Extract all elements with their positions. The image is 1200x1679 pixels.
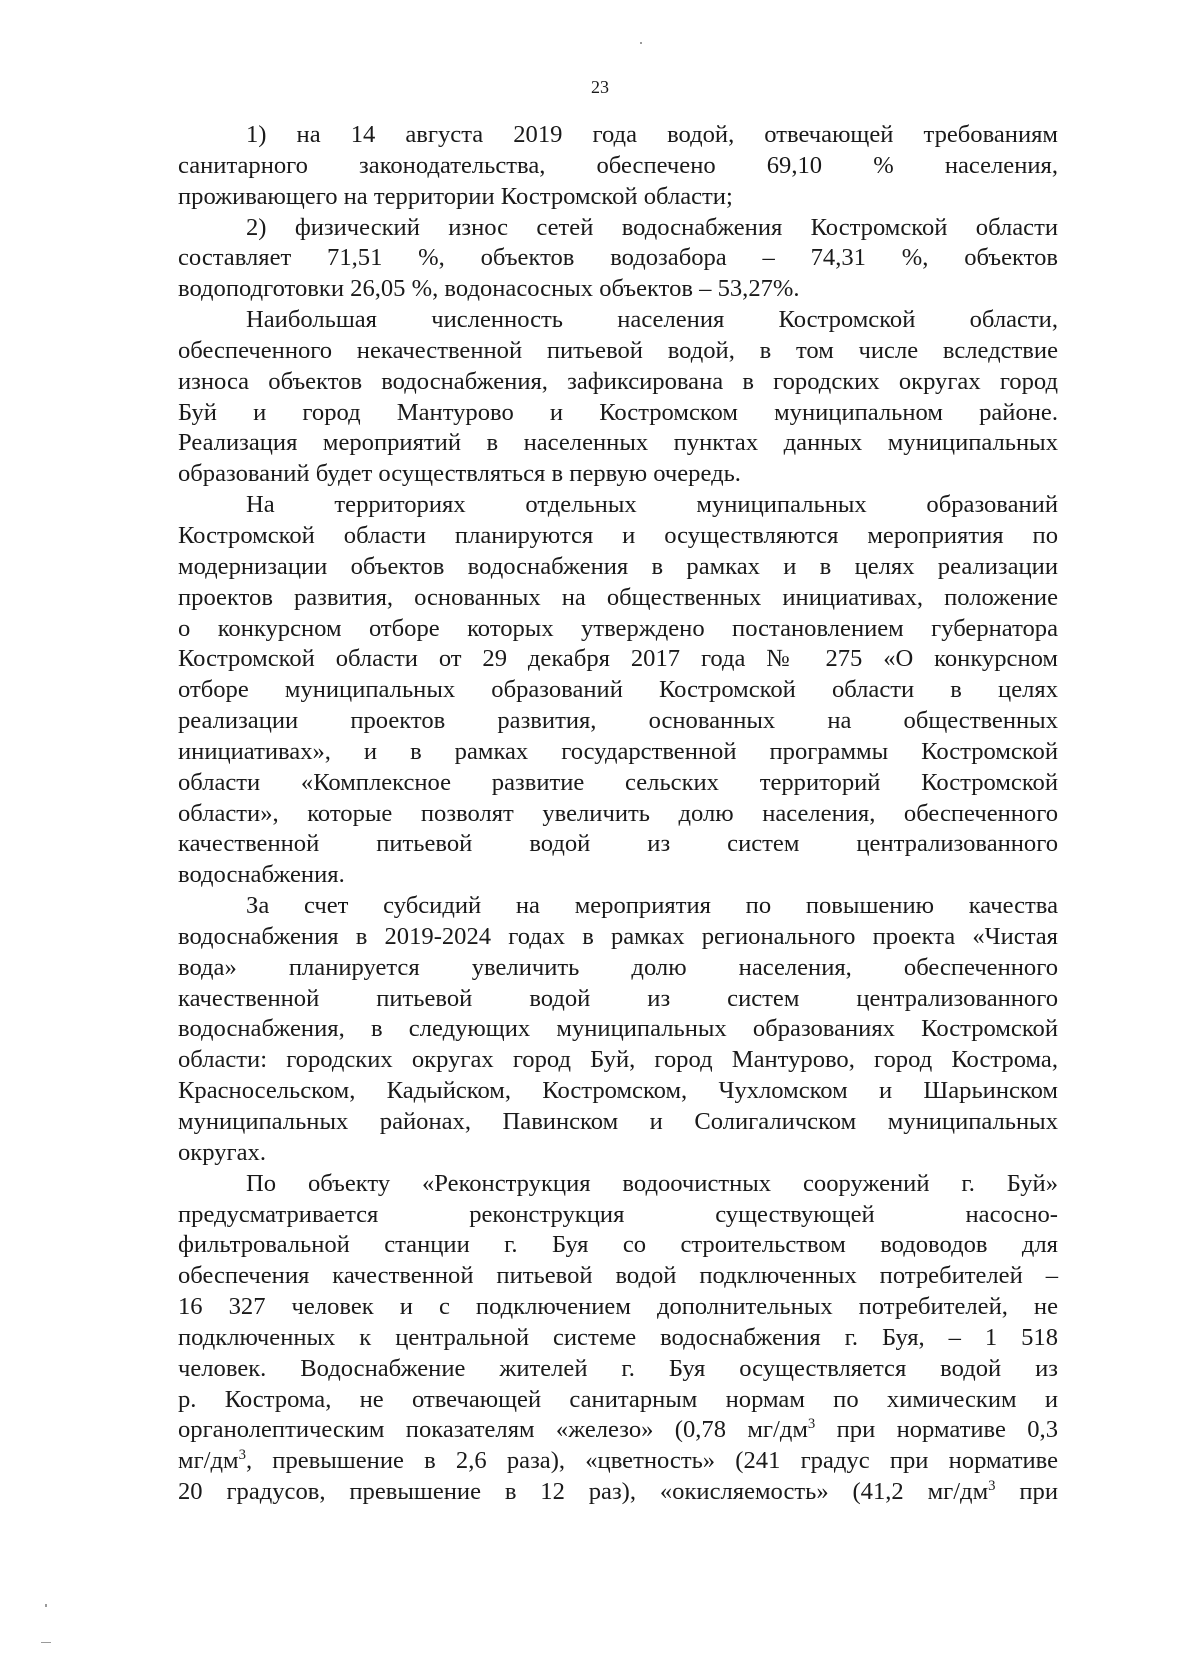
text-line: обеспечения качественной питьевой водой подключенных потребителей –	[178, 1262, 1058, 1290]
paragraph-buy-reconstruction	[178, 1169, 1058, 1508]
text-line: 2) физический износ сетей водоснабжения Костромской области	[246, 213, 1058, 241]
text-line: $мг/дм^3$, превышение в 2,6 раза), «цветность» (241 градус при нормативе	[178, 1447, 1058, 1475]
text-line: санитарного законодательства, обеспечено 69,10 % населения,	[178, 151, 1058, 179]
paragraph-item-2	[178, 213, 1058, 306]
text-line: р. Кострома, не отвечающей санитарным нормам по химическим и	[178, 1385, 1058, 1413]
scan-speck	[45, 1604, 47, 1607]
paragraph-affected-population	[178, 305, 1058, 490]
paragraph-subsidies	[178, 891, 1058, 1169]
text-line: модернизации объектов водоснабжения в рамках и в целях реализации	[178, 552, 1058, 580]
text-line: органолептическим показателям «железо» (0,78 $мг/дм^3$ при нормативе 0,3	[178, 1416, 1058, 1444]
text-line: образований будет осуществляться в первую очередь.	[178, 460, 741, 488]
text-line: Наибольшая численность населения Костромской области,	[246, 306, 1058, 334]
text-line: подключенных к центральной системе водоснабжения г. Буя, – 1 518	[178, 1323, 1058, 1351]
text-line: обеспеченного некачественной питьевой водой, в том числе вследствие	[178, 336, 1058, 364]
text-line: Реализация мероприятий в населенных пунктах данных муниципальных	[178, 429, 1058, 457]
text-line: области «Комплексное развитие сельских территорий Костромской	[178, 768, 1058, 796]
text-line: инициативах», и в рамках государственной программы Костромской	[178, 737, 1058, 765]
text-line: водоснабжения в 2019-2024 годах в рамках регионального проекта «Чистая	[178, 922, 1058, 950]
text-line: проектов развития, основанных на общественных инициативах, положение	[178, 583, 1058, 611]
text-line: реализации проектов развития, основанных на общественных	[178, 707, 1058, 735]
document-body	[178, 120, 1058, 1508]
scan-speck	[41, 1642, 51, 1643]
text-line: качественной питьевой водой из систем централизованного	[178, 984, 1058, 1012]
text-line: водоснабжения.	[178, 861, 345, 889]
text-line: области: городских округах город Буй, город Мантурово, город Кострома,	[178, 1046, 1058, 1074]
text-line: качественной питьевой водой из систем централизованного	[178, 830, 1058, 858]
text-line: 1) на 14 августа 2019 года водой, отвечающей требованиям	[246, 121, 1058, 148]
text-line: За счет субсидий на мероприятия по повышению качества	[246, 892, 1058, 920]
text-line: 20 градусов, превышение в 12 раз), «окисляемость» (41,2 $мг/дм^3$ при	[178, 1477, 1058, 1506]
text-line: На территориях отдельных муниципальных образований	[246, 491, 1058, 519]
text-line: вода» планируется увеличить долю населения, обеспеченного	[178, 953, 1058, 981]
text-line: Костромской области планируются и осуществляются мероприятия по	[178, 521, 1058, 549]
text-line: Буй и город Мантурово и Костромском муниципальном районе.	[178, 398, 1058, 426]
text-line: предусматривается реконструкция существующей насосно-	[178, 1200, 1058, 1228]
text-line: водоснабжения, в следующих муниципальных образованиях Костромской	[178, 1015, 1058, 1043]
text-line: округах.	[178, 1138, 266, 1166]
text-line: отборе муниципальных образований Костромской области в целях	[178, 676, 1058, 704]
text-line: муниципальных районах, Павинском и Солигаличском муниципальных	[178, 1108, 1058, 1135]
text-line: фильтровальной станции г. Буя со строительством водоводов для	[178, 1231, 1058, 1259]
text-line: о конкурсном отборе которых утверждено постановлением губернатора	[178, 614, 1058, 642]
text-line: Костромской области от 29 декабря 2017 года № 275 «О конкурсном	[178, 645, 1058, 673]
text-line: области», которые позволят увеличить долю населения, обеспеченного	[178, 799, 1058, 827]
text-line: проживающего на территории Костромской области;	[178, 182, 733, 210]
scan-speck	[640, 42, 642, 44]
text-line: Красносельском, Кадыйском, Костромском, Чухломском и Шарьинском	[178, 1077, 1058, 1105]
text-line: 16 327 человек и с подключением дополнительных потребителей, не	[178, 1293, 1058, 1321]
page-number: 23	[591, 77, 609, 97]
paragraph-item-1	[178, 120, 1058, 213]
text-line: человек. Водоснабжение жителей г. Буя осуществляется водой из	[178, 1354, 1058, 1382]
text-line: По объекту «Реконструкция водоочистных сооружений г. Буй»	[246, 1169, 1058, 1197]
text-line: составляет 71,51 %, объектов водозабора – 74,31 %, объектов	[178, 244, 1058, 272]
paragraph-initiatives	[178, 490, 1058, 891]
text-line: износа объектов водоснабжения, зафиксирована в городских округах город	[178, 367, 1058, 395]
text-line: водоподготовки 26,05 %, водонасосных объектов – 53,27%.	[178, 275, 800, 303]
